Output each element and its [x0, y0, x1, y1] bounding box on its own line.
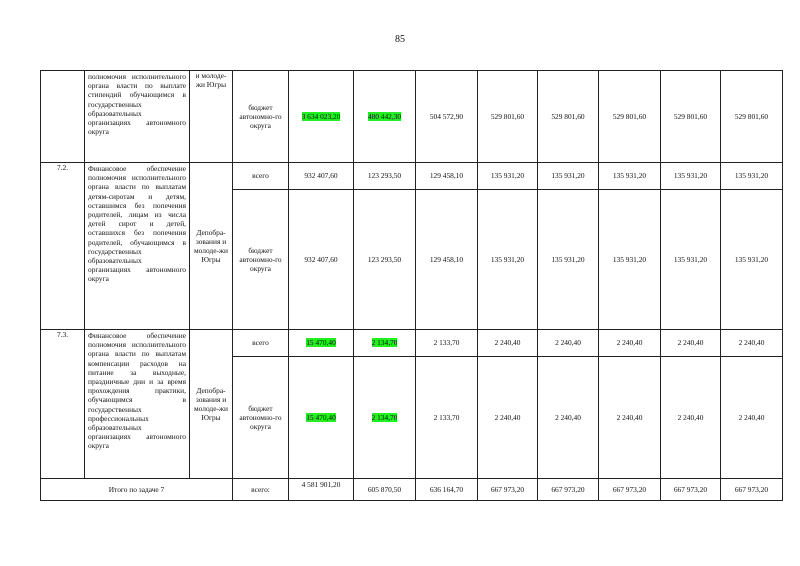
- value-cell-text: 135 931,20: [673, 254, 708, 264]
- value-cell: [478, 330, 538, 357]
- table-row: [41, 71, 783, 163]
- value-cell: [599, 190, 661, 330]
- value-cell-text: 529 801,60: [612, 111, 647, 121]
- value-cell-text: 932 407,60: [304, 171, 338, 181]
- value-cell: [478, 357, 538, 479]
- total-value: [478, 479, 538, 501]
- value-cell: [354, 357, 416, 479]
- funding-source-text: всего: [252, 338, 269, 348]
- value-cell: [478, 71, 538, 163]
- funding-source: [233, 357, 289, 479]
- total-value: [599, 479, 661, 501]
- table-row: [41, 163, 783, 190]
- row-description-text: Финансовое обеспечение полномочия исполнительного органа власти по выплатам компенсации расходов на питание за выходные, праздничные дни и за время прохождения практики, обучающимся в государственных профессиональных образовательных организациях автономного округа: [88, 331, 186, 451]
- total-value-text: 605 870,50: [367, 484, 402, 494]
- executor-text: и молоде-жи Югры: [195, 71, 227, 90]
- value-cell-text: 135 931,20: [612, 171, 647, 181]
- value-cell: [538, 330, 599, 357]
- value-cell: [661, 71, 721, 163]
- value-cell: [661, 190, 721, 330]
- funding-source-text: всего: [252, 171, 269, 181]
- value-cell: [478, 190, 538, 330]
- value-cell: [661, 330, 721, 357]
- value-cell: [289, 71, 354, 163]
- funding-source: [233, 330, 289, 357]
- value-cell-text: 135 931,20: [551, 171, 585, 181]
- total-value: [416, 479, 478, 501]
- row-description: [85, 163, 190, 330]
- row-number-text: 7.3.: [56, 330, 69, 339]
- funding-source: [233, 163, 289, 190]
- funding-source: [233, 479, 289, 501]
- row-number: [41, 330, 85, 479]
- executor: [190, 71, 233, 163]
- value-cell-text: 529 801,60: [490, 111, 525, 121]
- value-cell-text: 2 240,40: [738, 338, 765, 348]
- total-value-text: 636 164,70: [429, 484, 464, 494]
- value-cell: [538, 357, 599, 479]
- total-value: [289, 479, 354, 501]
- value-cell: [721, 71, 783, 163]
- executor-text: Депобра-зования и молоде-жи Югры: [193, 227, 228, 265]
- total-value: [661, 479, 721, 501]
- value-cell-text: 480 442,30: [367, 111, 402, 121]
- value-cell-text: 504 572,90: [429, 111, 464, 121]
- total-label-text: Итого по задаче 7: [108, 484, 165, 494]
- funding-source-text: бюджет автономно-го округа: [239, 403, 282, 432]
- value-cell-text: 2 240,40: [494, 338, 521, 348]
- row-description: [85, 71, 190, 163]
- value-cell: [354, 330, 416, 357]
- value-cell-text: 135 931,20: [673, 171, 708, 181]
- value-cell-text: 2 133,70: [433, 338, 460, 348]
- value-cell: [599, 357, 661, 479]
- budget-table: [40, 70, 783, 501]
- value-cell-text: 123 293,50: [367, 171, 402, 181]
- value-cell-text: 135 931,20: [490, 171, 525, 181]
- value-cell: [289, 163, 354, 190]
- value-cell-text: 2 240,40: [555, 338, 581, 348]
- total-value-text: 667 973,20: [612, 484, 647, 494]
- value-cell-text: 2 240,40: [677, 412, 704, 422]
- total-row: [41, 479, 783, 501]
- total-value-text: 667 973,20: [490, 484, 525, 494]
- value-cell: [661, 163, 721, 190]
- value-cell-text: 529 801,60: [551, 111, 585, 121]
- value-cell: [354, 190, 416, 330]
- total-value: [721, 479, 783, 501]
- page-number: 85: [395, 34, 405, 45]
- row-description-text: Финансовое обеспечение полномочия исполнительного органа власти по выплатам детям-сиротам и детям, оставшимся без попечения родителей, лицам из числа детей сирот и детей, оставшихся без попечения родителей, обучающимся в государственных образовательных организациях автономного округа: [88, 164, 186, 284]
- value-cell: [538, 190, 599, 330]
- value-cell: [599, 330, 661, 357]
- value-cell-text: 2 240,40: [677, 338, 704, 348]
- executor: [190, 330, 233, 479]
- value-cell: [721, 190, 783, 330]
- total-value-text: 4 581 901,20: [301, 480, 341, 489]
- value-cell-text: 135 931,20: [612, 254, 647, 264]
- value-cell-text: 2 133,70: [433, 412, 460, 422]
- row-number: [41, 163, 85, 330]
- funding-source: [233, 71, 289, 163]
- value-cell-text: 15 470,40: [306, 338, 336, 348]
- total-value-text: 667 973,20: [551, 484, 585, 494]
- value-cell-text: 135 931,20: [490, 254, 525, 264]
- value-cell: [354, 163, 416, 190]
- funding-source-text: бюджет автономно-го округа: [239, 102, 282, 131]
- table-row: [41, 330, 783, 357]
- total-value-text: 667 973,20: [734, 484, 769, 494]
- total-value-text: 667 973,20: [673, 484, 708, 494]
- value-cell-text: 129 458,10: [429, 171, 464, 181]
- value-cell-text: 529 801,60: [673, 111, 708, 121]
- value-cell: [538, 163, 599, 190]
- executor-text: Депобра-зования и молоде-жи Югры: [193, 385, 228, 423]
- value-cell-text: 129 458,10: [429, 254, 464, 264]
- value-cell: [289, 357, 354, 479]
- value-cell: [416, 163, 478, 190]
- value-cell-text: 2 134,70: [371, 412, 398, 422]
- total-value: [354, 479, 416, 501]
- executor: [190, 163, 233, 330]
- row-description-text: полномочия исполнительного органа власти по выплате стипендий обучающимся в государственных образовательных организациях автономного округа: [88, 72, 186, 137]
- value-cell-text: 2 134,70: [371, 338, 398, 348]
- value-cell-text: 2 240,40: [494, 412, 521, 422]
- value-cell: [721, 330, 783, 357]
- value-cell-text: 3 634 023,20: [301, 111, 341, 121]
- value-cell-text: 135 931,20: [734, 254, 769, 264]
- value-cell: [721, 357, 783, 479]
- value-cell-text: 2 240,40: [616, 338, 643, 348]
- value-cell-text: 2 240,40: [555, 412, 581, 422]
- value-cell: [599, 163, 661, 190]
- value-cell-text: 15 470,40: [306, 412, 336, 422]
- value-cell-text: 932 407,60: [304, 254, 338, 264]
- value-cell: [721, 163, 783, 190]
- value-cell: [289, 190, 354, 330]
- value-cell: [416, 190, 478, 330]
- funding-source-text: всего:: [251, 484, 270, 494]
- value-cell: [416, 357, 478, 479]
- value-cell-text: 2 240,40: [616, 412, 643, 422]
- value-cell-text: 123 293,50: [367, 254, 402, 264]
- value-cell: [416, 71, 478, 163]
- value-cell-text: 529 801,60: [734, 111, 769, 121]
- row-description: [85, 330, 190, 479]
- value-cell: [354, 71, 416, 163]
- value-cell: [478, 163, 538, 190]
- row-number: [41, 71, 85, 163]
- value-cell: [538, 71, 599, 163]
- value-cell-text: 2 240,40: [738, 412, 765, 422]
- value-cell: [416, 330, 478, 357]
- total-label: [41, 479, 233, 501]
- funding-source-text: бюджет автономно-го округа: [239, 245, 282, 274]
- value-cell-text: 135 931,20: [734, 171, 769, 181]
- value-cell: [661, 357, 721, 479]
- value-cell: [289, 330, 354, 357]
- value-cell: [599, 71, 661, 163]
- value-cell-text: 135 931,20: [551, 254, 585, 264]
- row-number-text: 7.2.: [56, 163, 69, 172]
- funding-source: [233, 190, 289, 330]
- total-value: [538, 479, 599, 501]
